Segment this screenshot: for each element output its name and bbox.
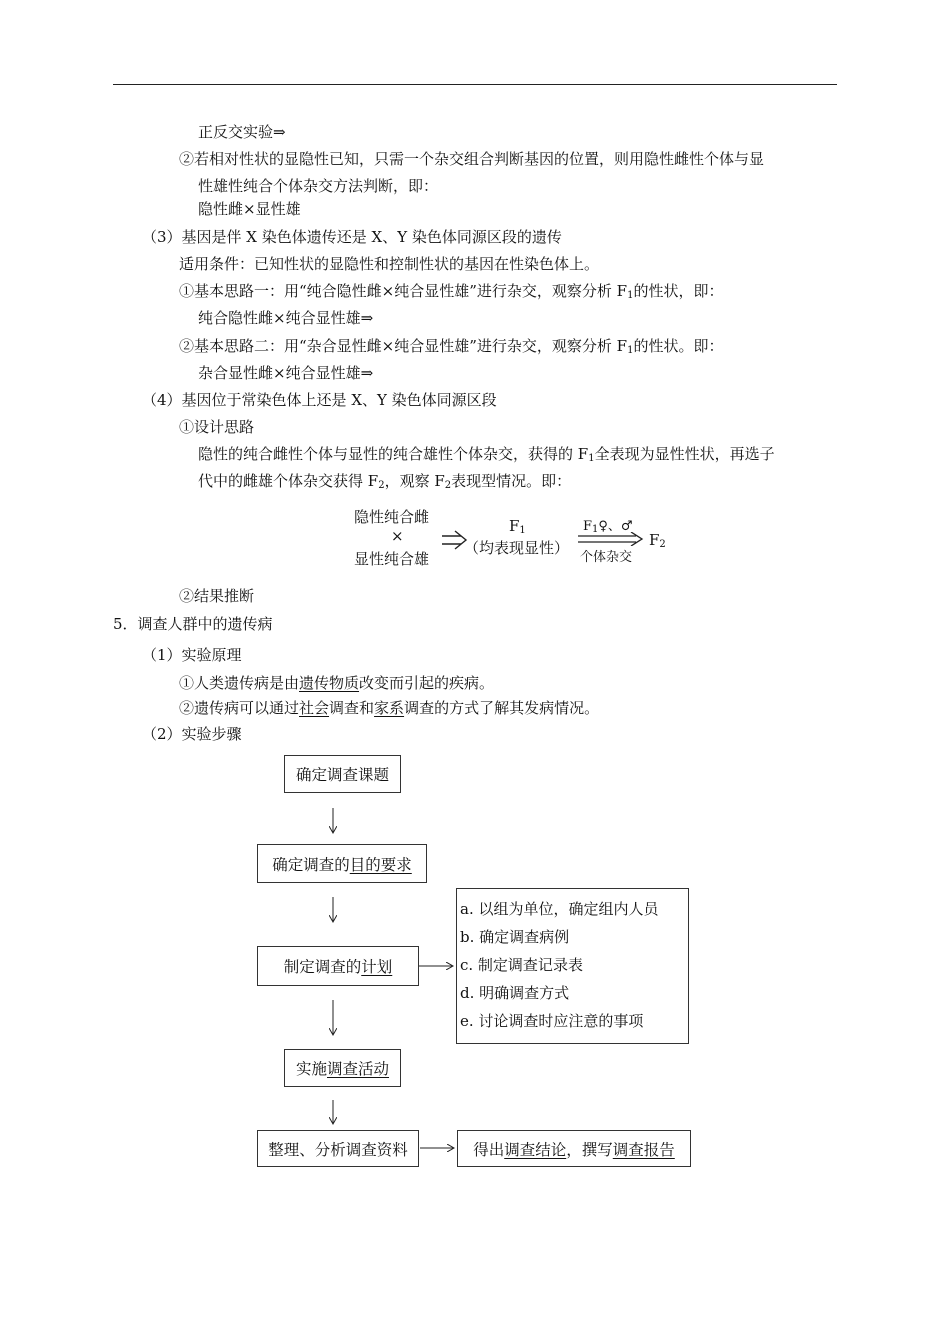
text-line: ②结果推断: [179, 587, 255, 605]
subscript: 2: [378, 480, 385, 491]
parent-male: 显性纯合雄: [354, 550, 430, 568]
underlined-term: 目的要求: [349, 855, 412, 874]
step-label: 整理、分析调查资料: [268, 1140, 408, 1159]
text-span: 调查和: [329, 699, 375, 717]
step-label: 制定调查的: [283, 958, 362, 976]
step-label: 实施: [295, 1060, 327, 1078]
text-line: 正反交实验⇒: [198, 123, 286, 141]
plan-details-box: [456, 888, 689, 1044]
section-heading: 5．调查人群中的遗传病: [113, 615, 273, 633]
text-span: ②基本思路二：用“杂合显性雌×纯合显性雄”进行杂交，观察分析 F: [179, 337, 628, 355]
step-organize-data: [257, 1130, 419, 1167]
step-label: ，撰写: [566, 1140, 613, 1159]
text-span: 全表现为显性性状，再选子: [594, 445, 775, 463]
underlined-term: 调查报告: [612, 1140, 675, 1159]
subscript: 2: [659, 539, 666, 550]
text-span: ①基本思路一：用“纯合隐性雌×纯合显性雄”进行杂交，观察分析 F: [179, 282, 628, 300]
f1-text: F: [509, 517, 520, 535]
text-line: ①设计思路: [179, 418, 255, 436]
f2-text: F: [649, 531, 660, 549]
step-label: 确定调查的: [272, 855, 350, 874]
text-span: 代中的雌雄个体杂交获得 F: [198, 472, 379, 490]
plan-item: b. 确定调查病例: [460, 928, 570, 946]
subscript: 1: [519, 525, 526, 536]
arrow-bottom-label: 个体杂交: [580, 550, 633, 565]
underlined-term: 社会: [299, 699, 330, 717]
text-span: 调查的方式了解其发病情况。: [404, 699, 600, 717]
section-heading: （1）实验原理: [142, 646, 242, 664]
text-line: 适用条件：已知性状的显隐性和控制性状的基因在性染色体上。: [179, 255, 600, 273]
text-span: 的性状。即：: [633, 337, 724, 355]
subscript: 2: [444, 480, 452, 491]
step-determine-topic: [284, 755, 401, 793]
step-label: 得出: [473, 1140, 505, 1159]
plan-item: c. 制定调查记录表: [460, 956, 583, 974]
text-span: ①人类遗传病是由: [179, 674, 300, 692]
step-conclusion: [457, 1130, 691, 1167]
underlined-term: 家系: [374, 699, 405, 717]
text-line: 纯合隐性雌×纯合显性雄⇒: [198, 309, 374, 327]
underlined-term: 调查活动: [327, 1060, 390, 1078]
underlined-term: 遗传物质: [299, 674, 360, 692]
section-heading: （4）基因位于常染色体上还是 X、Y 染色体同源区段: [142, 391, 497, 409]
subscript: 1: [588, 453, 595, 464]
plan-item: e. 讨论调查时应注意的事项: [460, 1012, 644, 1030]
plan-item: a. 以组为单位，确定组内人员: [460, 900, 659, 918]
section-heading: （3）基因是伴 X 染色体遗传还是 X、Y 染色体同源区段的遗传: [142, 228, 562, 246]
arrow-top-text: F: [583, 519, 593, 534]
cross-symbol: ×: [391, 527, 404, 545]
parent-female: 隐性纯合雌: [354, 508, 430, 526]
text-span: 表现型情况。即：: [451, 472, 572, 490]
underlined-term: 调查结论: [504, 1140, 567, 1159]
sex-symbols: ♀、♂: [598, 519, 633, 534]
section-heading: （2）实验步骤: [142, 725, 242, 743]
text-span: 隐性的纯合雌性个体与显性的纯合雄性个体杂交，获得的 F: [198, 445, 589, 463]
step-make-plan: [257, 946, 419, 986]
text-span: 改变而引起的疾病。: [359, 674, 495, 692]
f1-phenotype-note: （均表现显性）: [464, 539, 570, 557]
plan-item: d. 明确调查方式: [460, 984, 570, 1002]
text-line: ②若相对性状的显隐性已知，只需一个杂交组合判断基因的位置，则用隐性雌性个体与显: [179, 150, 765, 168]
text-line: 性雄性纯合个体杂交方法判断，即：: [198, 177, 439, 195]
step-determine-goal: [257, 844, 427, 883]
text-span: ，观察 F: [384, 472, 445, 490]
underlined-term: 计划: [361, 958, 393, 976]
subscript: 1: [627, 290, 634, 301]
text-line: 隐性雌×显性雄: [198, 200, 301, 218]
text-span: 的性状，即：: [633, 282, 724, 300]
subscript: 1: [592, 524, 599, 535]
step-implement: [284, 1049, 401, 1087]
subscript: 1: [627, 345, 634, 356]
text-span: ②遗传病可以通过: [179, 699, 300, 717]
step-label: 确定调查课题: [295, 766, 389, 784]
text-line: 杂合显性雌×纯合显性雄⇒: [198, 364, 374, 382]
